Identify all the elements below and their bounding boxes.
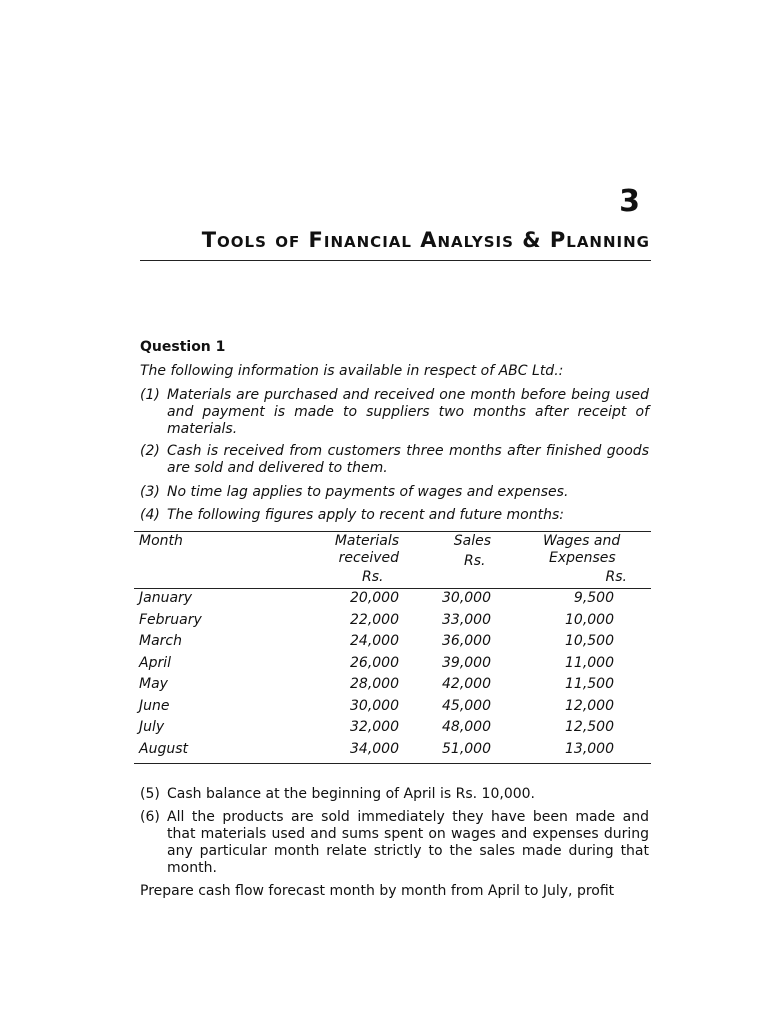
- title-divider: [140, 260, 651, 261]
- column-header-sales-unit: Rs.: [464, 553, 486, 569]
- table-row: [134, 698, 651, 719]
- chapter-number: 3: [619, 184, 640, 219]
- table-row: [134, 612, 651, 633]
- cell-month: June: [139, 697, 170, 714]
- table-row: [134, 676, 651, 697]
- cell-month: April: [139, 654, 171, 671]
- list-item-number: (5): [140, 786, 160, 802]
- cell-materials: 26,000: [350, 654, 399, 671]
- column-header-wages: Expenses: [549, 550, 616, 566]
- column-header-materials: Materials: [334, 533, 399, 549]
- list-item: [140, 809, 649, 877]
- column-header-wages: Wages and: [543, 533, 621, 549]
- cell-wages: 10,000: [565, 611, 614, 628]
- closing-paragraph: Prepare cash flow forecast month by month from April to July, profit: [140, 883, 615, 899]
- cell-wages: 11,500: [565, 676, 614, 692]
- list-item-text: No time lag applies to payments of wages and expenses.: [167, 484, 569, 500]
- cell-materials: 28,000: [350, 676, 399, 692]
- cell-wages: 12,500: [565, 719, 614, 735]
- cell-sales: 42,000: [442, 676, 491, 692]
- column-header-month: Month: [139, 533, 183, 549]
- chapter-title: Tools of Financial Analysis & Planning: [201, 228, 650, 252]
- cell-month: February: [139, 611, 202, 628]
- cell-month: January: [139, 590, 193, 606]
- cell-month: July: [139, 719, 165, 735]
- cell-materials: 34,000: [350, 740, 399, 757]
- cell-materials: 24,000: [350, 633, 399, 649]
- list-item-number: (6): [140, 809, 160, 825]
- list-item-number: (1): [140, 387, 160, 403]
- list-item-number: (4): [140, 507, 160, 523]
- cell-sales: 33,000: [442, 611, 491, 628]
- question-intro: The following information is available in respect of ABC Ltd.:: [140, 363, 564, 379]
- cell-wages: 12,000: [565, 697, 614, 714]
- table-row: [134, 741, 651, 762]
- cell-sales: 45,000: [442, 697, 491, 714]
- cell-wages: 9,500: [573, 590, 614, 606]
- list-item: [140, 484, 649, 501]
- column-header-wages-unit: Rs.: [605, 569, 627, 585]
- table-row: [134, 655, 651, 676]
- cell-materials: 22,000: [350, 611, 399, 628]
- cell-wages: 10,500: [565, 633, 614, 649]
- column-header-materials: received: [338, 550, 399, 566]
- table-row: [134, 719, 651, 740]
- list-item: [140, 387, 649, 438]
- list-item-text: Cash balance at the beginning of April is Rs. 10,000.: [167, 786, 535, 802]
- cell-sales: 30,000: [442, 590, 491, 606]
- cell-month: May: [139, 676, 168, 692]
- list-item: [140, 786, 649, 803]
- cell-wages: 11,000: [565, 654, 614, 671]
- table-row: [134, 633, 651, 654]
- cell-materials: 30,000: [350, 697, 399, 714]
- cell-sales: 39,000: [442, 654, 491, 671]
- cell-materials: 20,000: [350, 590, 399, 606]
- table-header-rule: [134, 588, 651, 589]
- cell-wages: 13,000: [565, 740, 614, 757]
- list-item-text: Cash is received from customers three months after finished goods are sold and delivered to them.: [167, 443, 649, 476]
- cell-sales: 36,000: [442, 633, 491, 649]
- list-item: [140, 443, 649, 477]
- list-item: [140, 507, 649, 524]
- cell-month: August: [139, 740, 188, 757]
- table-bottom-rule: [134, 763, 651, 764]
- column-header-sales: Sales: [453, 533, 491, 549]
- cell-materials: 32,000: [350, 719, 399, 735]
- table-top-rule: [134, 531, 651, 532]
- list-item-text: All the products are sold immediately they have been made and that materials used and sums spent on wages and expenses during any particular month relate strictly to the sales made during that month.: [167, 809, 649, 876]
- cell-month: March: [139, 633, 182, 649]
- cell-sales: 51,000: [442, 740, 491, 757]
- list-item-number: (2): [140, 443, 160, 459]
- list-item-number: (3): [140, 484, 160, 500]
- column-header-materials-unit: Rs.: [362, 569, 384, 585]
- list-item-text: The following figures apply to recent and future months:: [167, 507, 564, 523]
- cell-sales: 48,000: [442, 719, 491, 735]
- list-item-text: Materials are purchased and received one month before being used and payment is made to suppliers two months after receipt of materials.: [167, 387, 649, 437]
- table-row: [134, 590, 651, 611]
- question-heading: Question 1: [140, 339, 226, 355]
